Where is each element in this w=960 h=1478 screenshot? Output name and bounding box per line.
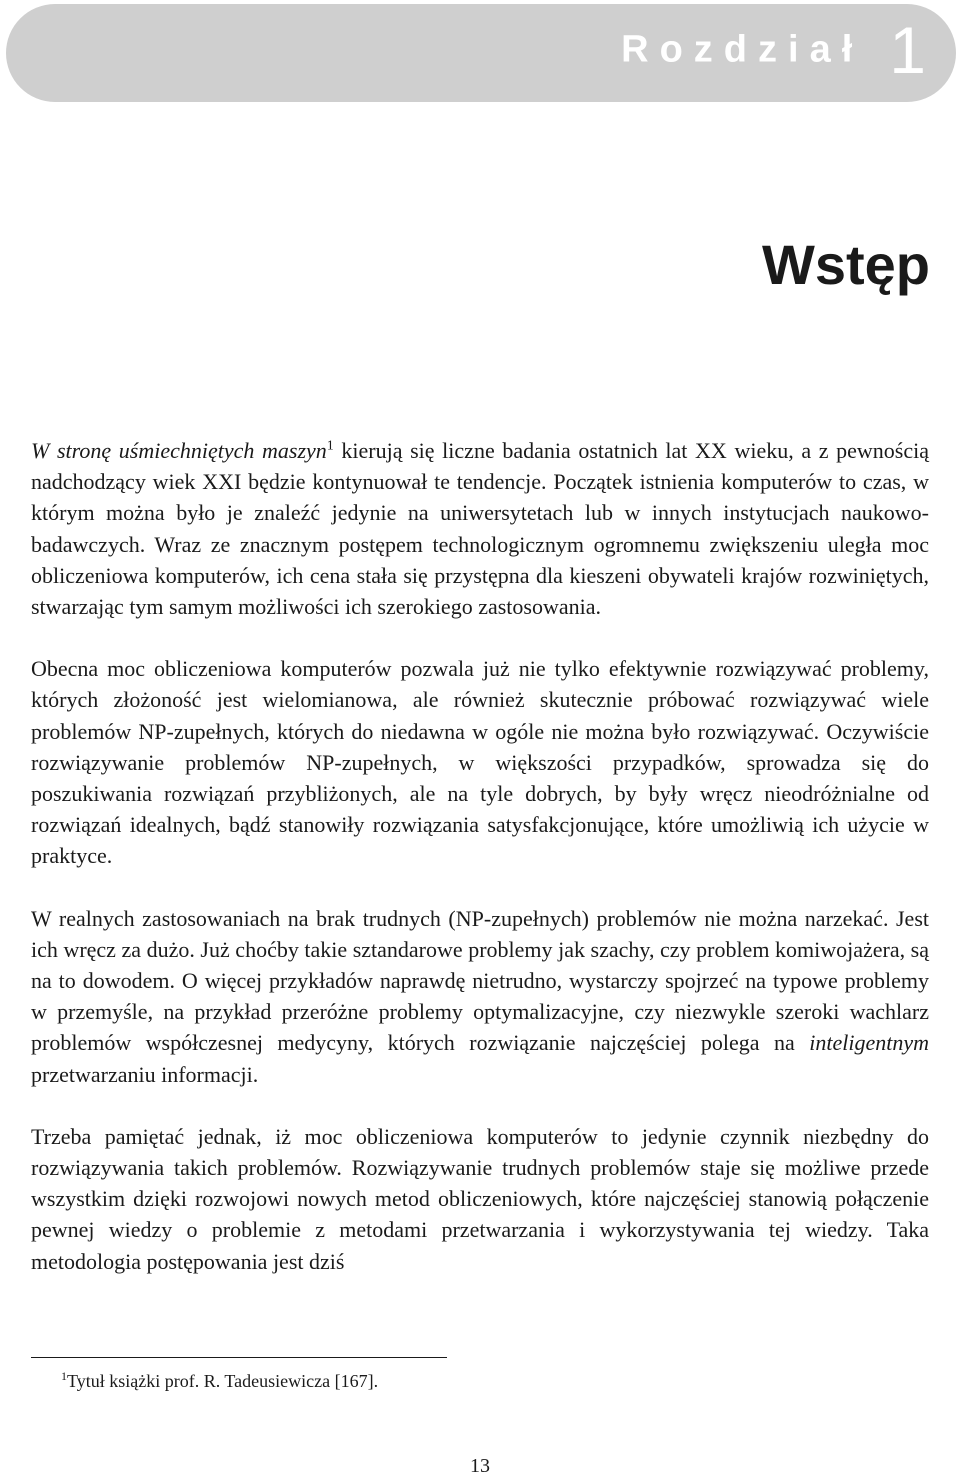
footnote-divider: [31, 1357, 447, 1358]
chapter-banner: [6, 4, 956, 102]
body-text: [31, 435, 929, 1308]
chapter-number: 1: [889, 13, 926, 87]
paragraph-3-text-b: przetwarzaniu informacji.: [31, 1061, 259, 1087]
italic-word: inteligentnym: [809, 1030, 929, 1056]
footnote-text: Tytuł książki prof. R. Tadeusiewicza [167].: [67, 1371, 379, 1391]
chapter-label: Rozdział: [621, 28, 864, 71]
page-number: 13: [470, 1455, 490, 1477]
paragraph-4: Trzeba pamiętać jednak, iż moc obliczeniowa komputerów to jedynie czynnik niezbędny do rozwiązywania takich problemów. Rozwiązywanie trudnych problemów staje się możliwe przede wszystkim dzięki rozwojowi nowych metod obliczeniowych, które najczęściej stanowią połączenie pewnej wiedzy o problemie z metodami przetwarzania i wykorzystywania tej wiedzy. Taka metodologia postępowania jest dziś: [31, 1123, 929, 1274]
page-title: Wstęp: [762, 233, 930, 296]
footnote-number: 1: [61, 1369, 67, 1383]
footnote: [61, 1364, 378, 1393]
paragraph-1-text: kierują się liczne badania ostatnich lat XX wieku, a z pewnością nadchodzący wiek XXI będzie kontynuował te tendencje. Początek istnienia komputerów to czas, w którym można było je znaleźć jedynie na uniwersytetach lub w innych instytucjach naukowo-badawczych. Wraz ze znacznym postępem technologicznym ogromnemu zwiększeniu uległa moc obliczeniowa komputerów, ich cena stała się przystępna dla kieszeni obywateli krajów rozwiniętych, stwarzając tym samym możliwości ich szerokiego zastosowania.: [31, 438, 929, 620]
paragraph-3: [31, 903, 929, 1090]
paragraph-3-text-a: W realnych zastosowaniach na brak trudnych (NP-zupełnych) problemów nie można narzekać. Jest ich wręcz za dużo. Już choćby takie sztandarowe problemy jak szachy, czy problem komiwojażera, są na to dowodem. O więcej przykładów naprawdę nietrudno, wystarczy spojrzeć na typowe problemy w przemyśle, na przykład przeróżne problemy optymalizacyjne, czy niezwykle szeroki wachlarz problemów współczesnej medycyny, których rozwiązanie najczęściej polega na: [31, 905, 929, 1056]
chapter-heading: [621, 12, 926, 88]
italic-phrase: W stronę uśmiechniętych maszyn: [31, 438, 327, 463]
paragraph-1: [31, 435, 929, 622]
paragraph-2: Obecna moc obliczeniowa komputerów pozwala już nie tylko efektywnie rozwiązywać problemy, których złożoność jest wielomianowa, ale również skutecznie próbować rozwiązywać wiele problemów NP-zupełnych, których do niedawna w ogóle nie można było rozwiązywać. Oczywiście rozwiązywanie problemów NP-zupełnych, w większości przypadków, sprowadza się do poszukiwania rozwiązań przybliżonych, ale na tyle dobrych, by były wręcz nieodróżnialne od rozwiązań idealnych, bądź stanowiły rozwiązania satysfakcjonujące, które umożliwią ich użycie w praktyce.: [31, 656, 929, 869]
footnote-marker[interactable]: 1: [326, 438, 334, 454]
